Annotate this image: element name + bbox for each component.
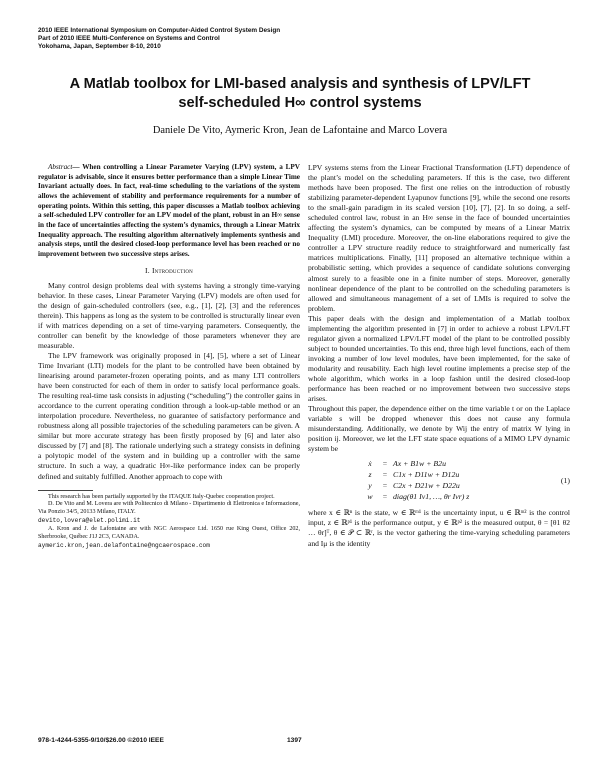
- author-list: Daniele De Vito, Aymeric Kron, Jean de Lafontaine and Marco Lovera: [152, 125, 448, 136]
- footnote-email-1: [38, 517, 300, 526]
- paper-title: [20, 75, 580, 113]
- email-link-2[interactable]: aymeric.kron,jean.delafontaine@ngcaerospace.com: [38, 541, 210, 549]
- equation-lhs: ẋ: [368, 459, 372, 469]
- equation-row: [363, 481, 460, 491]
- email-link-1[interactable]: devito,lovera@elet.polimi.it: [38, 517, 141, 525]
- intro-paragraph-2: The LPV framework was originally proposed in [4], [5], where a set of Linear Time Invariant (LTI) models for the plant to be controlled have been obtained by linearising around parameter-frozen operating points, and as many LTI controllers have been constructed for each of them in order to satisfy local performance goals. The resulting real-time task consists in adjusting (“scheduling”) the controller gains in accordance to the current operating condition through a look-up-table method or an interpolation procedure. Nevertheless, no guarantee of satisfactory performance and robustness along all possible trajectories of the scheduling parameters can be given. A similar but more accurate strategy has been firstly proposed by [6] and later also discussed by [7] and [8]. The rationale underlying such a strategy consists in defining a polytopic model of the system and in building up a controller with the same structure. In such a way, a quadratic H∞-like performance index can be properly defined and suitably fulfilled. Another approach to cope with: [38, 350, 300, 481]
- body-paragraph-3: Throughout this paper, the dependence either on the time variable t or on the Laplace variable s will be dropped whenever this does not cause any formula misunderstanding. Additionally, we denote by Wij the entry of matrix W lying in position ij. Moreover, we let the LFT state space equations of a MIMO LPV dynamic system be: [308, 404, 570, 454]
- equation-number: (1): [560, 476, 570, 486]
- right-column: [308, 163, 570, 549]
- header-line-3: Yokohama, Japan, September 8-10, 2010: [38, 43, 161, 50]
- equation-rhs: C2x + D21w + D22u: [393, 481, 460, 491]
- abstract-label: Abstract: [48, 163, 73, 171]
- abstract-text: — When controlling a Linear Parameter Varying (LPV) system, a LPV regulator is advisable, since it ensures better performance than a simple Linear Time Invariant actually does. In fact, real-time scheduling to the variations of the system allows the achievement of stability and performance requirements for a number of operating points. Within this setting, this paper discusses a Matlab toolbox achieving a self-scheduled LPV controller for an LPV model of the plant, robust in an H∞ sense in the face of uncertainties affecting the system’s dynamics, through a Linear Matrix Inequality approach. The resulting algorithm alternatively implements synthesis and analysis steps, until the desired closed-loop performance level has been reached or no improvement between two successive steps arises.: [38, 163, 300, 258]
- footer-isbn: 978-1-4244-5355-9/10/$26.00 ©2010 IEEE: [38, 737, 164, 744]
- body-paragraph-2: This paper deals with the design and implementation of a Matlab toolbox implementing the algorithm presented in [7] in order to achieve a robust LPV/LFT regulator given a normalized LPV/LFT model of the plant to be controlled possibly subject to bounded uncertainties. To this end, three high level functions, each of them invoking a number of low level modules, have been implemented, for the sake of modularity and reusability. Each high level routine implements a precise step of the whole algorithm, which works in a loop fashion until the desired closed-loop performance has been reached or no improvement between two successive steps arises.: [308, 313, 570, 404]
- title-line-1: A Matlab toolbox for LMI-based analysis and synthesis of LPV/LFT: [69, 76, 531, 92]
- intro-paragraph-1: Many control design problems deal with systems having a strongly time-varying behavior. In these cases, Linear Parameter Varying (LPV) models are often used for the design of gain-scheduled controllers (see, e.g., [1], [2], [3] and the references therein). This happens as long as the system to be controlled is structurally linear even if with matrices depending on a set of time-varying parameters. Consequently, the controller can benefit by the knowledge of those parameters whenever they are measurable.: [38, 280, 300, 350]
- equation-row: [363, 492, 469, 502]
- footnote-email-2: [38, 542, 300, 551]
- equation-lhs: w: [367, 492, 373, 502]
- abstract: [38, 163, 300, 260]
- equation-lhs: z: [368, 470, 372, 480]
- footnote-affiliation-1: D. De Vito and M. Lovera are with Politecnico di Milano - Dipartimento di Elettronica e Informazione, Via Ponzio 34/5, 20133 Milano, ITALY.: [38, 501, 300, 516]
- footnote-affiliation-2: A. Kron and J. de Lafontaine are with NGC Aerospace Ltd. 1650 rue King Ouest, Office 202, Sherbrooke, Québec J1J 2C3, CANADA.: [38, 526, 300, 541]
- equation-sign: =: [382, 470, 388, 480]
- section-title: Introduction: [151, 265, 193, 275]
- title-line-2: self-scheduled H∞ control systems: [178, 95, 422, 111]
- equation-sign: =: [382, 459, 388, 469]
- equation-sign: =: [382, 492, 388, 502]
- equation-row: [363, 470, 459, 480]
- state-space-equation: [308, 457, 570, 505]
- left-column: [38, 163, 300, 551]
- equation-lhs: y: [368, 481, 372, 491]
- page-number: 1397: [287, 737, 302, 744]
- equation-rhs: diag(θ1 Iν1, …, θr Iνr) z: [393, 492, 470, 502]
- footnote-divider: [38, 490, 93, 491]
- body-paragraph-4: where x ∈ ℝⁿ is the state, w ∈ ℝᵐ¹ is the uncertainty input, u ∈ ℝᵐ² is the control input, z ∈ ℝᵖ¹ is the performance output, y ∈ ℝᵖ² is the measured output, θ = [θ1 θ2 … θr]ᵀ, θ ∈ 𝒫 ⊂ ℝʳ, is the vector gathering the time-varying scheduling parameters and Iμ is the identity: [308, 508, 570, 548]
- header-line-1: 2010 IEEE International Symposium on Computer-Aided Control System Design: [38, 27, 281, 34]
- equation-rhs: Ax + B1w + B2u: [393, 459, 446, 469]
- header-line-2: Part of 2010 IEEE Multi-Conference on Systems and Control: [38, 35, 220, 42]
- section-number: I.: [145, 265, 150, 275]
- conference-header: [38, 27, 280, 51]
- section-heading: [38, 266, 300, 276]
- equation-sign: =: [382, 481, 388, 491]
- footnote-funding: This research has been partially supported by the ITAQUE Italy-Quebec cooperation project.: [48, 493, 275, 500]
- equation-row: [363, 459, 446, 469]
- equation-rhs: C1x + D11w + D12u: [393, 470, 460, 480]
- body-paragraph-1: LPV systems stems from the Linear Fractional Transformation (LFT) dependence of the plant’s model on the scheduling parameters. If this is the case, two different methods have been proposed. The first one relies on the introduction of robustly stabilizing parameter-dependent Lyapunov functions [9], while the second one resorts to the small-gain paradigm in its scaled version [10], [7], [2]. In so doing, a self-scheduled control law, robust in an H∞ sense in the face of bounded uncertainties affecting the system’s dynamics, can be computed by means of a Linear Matrix Inequality (LMI) procedure. Moreover, the on-line elaborations required to give the controller a LPV structure readily reduce to straightforward and numerically fast matrices multiplications. Finally, [11] proposed an alternative technique within a probabilistic setting, which provides a sequence of candidate solutions converging almost surely to a feasible one in a finite number of steps. Moreover, generally nonlinear dependence of the plant to be controlled on the scheduling parameters is allowed and simultaneous management of a set of LMIs is required to solve the problem.: [308, 163, 570, 313]
